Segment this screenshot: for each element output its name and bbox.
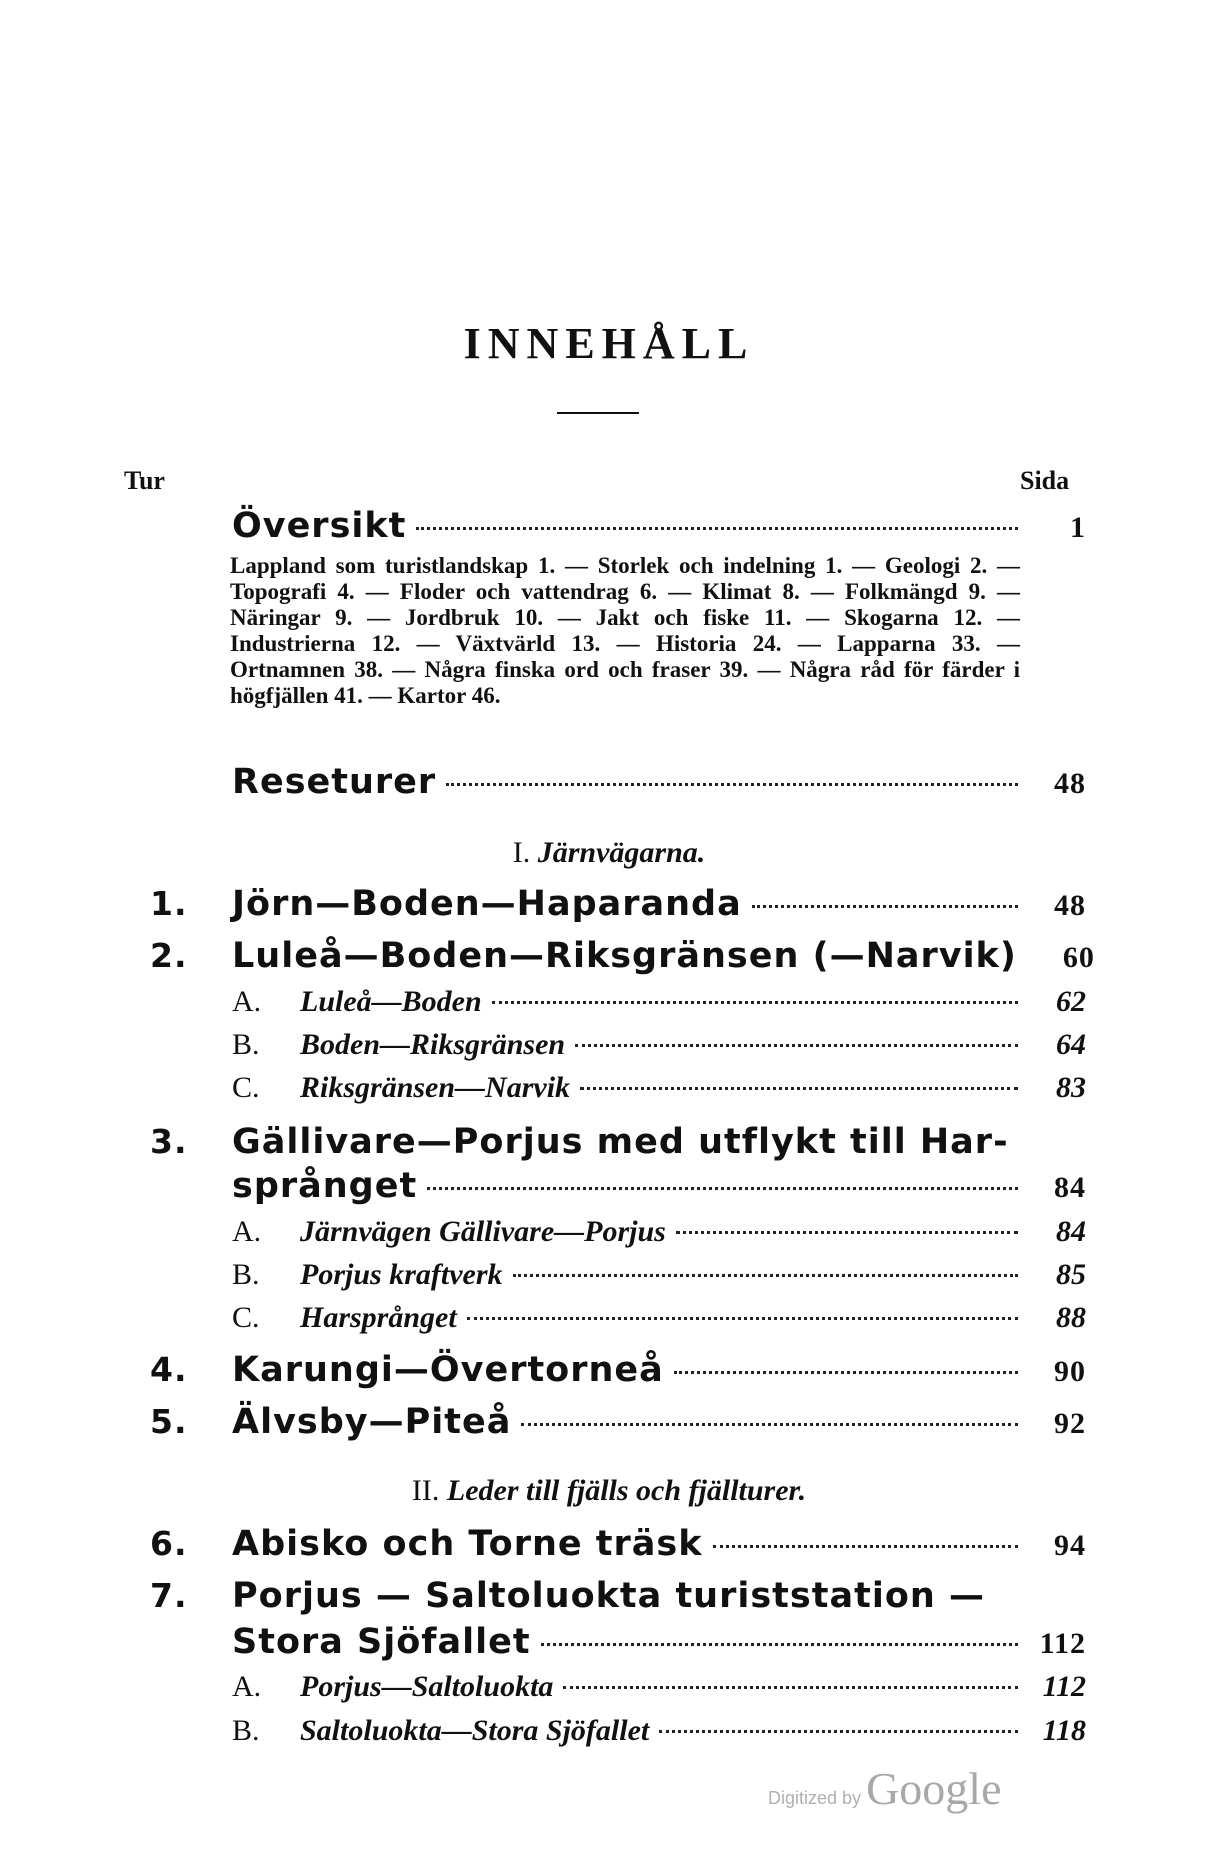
dot-leader — [416, 527, 1018, 530]
column-header-sida: Sida — [1020, 466, 1070, 495]
toc-subentry-3c[interactable]: C. Harsprånget 88 — [232, 1301, 1086, 1334]
toc-subentry-2b[interactable]: B. Boden—Riksgränsen 64 — [232, 1028, 1086, 1061]
toc-entry-2[interactable]: 2. Luleå—Boden—Riksgränsen (—Narvik) 60 — [150, 936, 1095, 976]
column-header-tur: Tur — [124, 466, 165, 495]
title-rule — [557, 412, 639, 414]
page-title: INNEHÅLL — [463, 319, 755, 368]
section-title: Leder till fjälls och fjällturer. — [446, 1474, 807, 1507]
dot-leader — [713, 1545, 1018, 1548]
toc-subentry-2c[interactable]: C. Riksgränsen—Narvik 83 — [232, 1071, 1086, 1104]
entry-page: 1 — [1070, 511, 1086, 544]
toc-entry-reseturer[interactable] — [150, 762, 1086, 802]
dot-leader — [752, 905, 1018, 908]
section-heading-2 — [0, 1474, 1218, 1508]
section-title: Järnvägarna. — [537, 836, 706, 869]
dot-leader — [492, 1001, 1018, 1004]
toc-entry-4[interactable]: 4. Karungi—Övertorneå 90 — [150, 1350, 1086, 1390]
toc-subentry-2a[interactable]: A. Luleå—Boden 62 — [232, 985, 1086, 1018]
entry-label: Översikt — [232, 506, 407, 546]
dot-leader — [674, 1371, 1018, 1374]
dot-leader — [575, 1044, 1018, 1047]
toc-entry-6[interactable]: 6. Abisko och Torne träsk 94 — [150, 1524, 1086, 1564]
dot-leader — [446, 783, 1018, 786]
watermark-prefix: Digitized by — [768, 1788, 862, 1808]
dot-leader — [580, 1087, 1018, 1090]
toc-subentry-3b[interactable]: B. Porjus kraftverk 85 — [232, 1258, 1086, 1291]
entry-label: Reseturer — [232, 762, 437, 802]
dot-leader — [541, 1643, 1018, 1646]
dot-leader — [676, 1231, 1018, 1234]
dot-leader — [467, 1317, 1018, 1320]
section-numeral: II. — [411, 1474, 440, 1507]
section-numeral: I. — [512, 836, 531, 869]
oversikt-summary: Lappland som turistlandskap 1. — Storlek och indelning 1. — Geologi 2. — Topografi 4. — Floder och vattendrag 6. — Klimat 8. — Folkmängd 9. — Näringar 9. — Jordbruk 10. — Jakt och fiske 11. — Skogarna 12. — Industrierna 12. — Växtvärld 13. — Historia 24. — Lapparna 33. — Ortnamnen 38. — Några finska ord och fraser 39. — Några råd för färder i högfjällen 41. — Kartor 46. — [230, 553, 1020, 708]
toc-entry-7-cont[interactable]: Stora Sjöfallet 112 — [232, 1622, 1086, 1662]
entry-page: 48 — [1054, 767, 1086, 800]
toc-subentry-7b[interactable]: B. Saltoluokta—Stora Sjöfallet 118 — [232, 1714, 1086, 1747]
dot-leader — [427, 1187, 1018, 1190]
toc-subentry-3a[interactable]: A. Järnvägen Gällivare—Porjus 84 — [232, 1215, 1086, 1248]
toc-entry-3-cont[interactable]: språnget 84 — [232, 1166, 1086, 1206]
dot-leader — [513, 1274, 1019, 1277]
toc-subentry-7a[interactable]: A. Porjus—Saltoluokta 112 — [232, 1670, 1086, 1703]
section-heading-1 — [0, 836, 1218, 870]
toc-entry-3[interactable]: 3. Gällivare—Porjus med utflykt till Har- — [150, 1122, 1009, 1162]
google-watermark — [768, 1762, 1001, 1815]
toc-entry-1[interactable]: 1. Jörn—Boden—Haparanda 48 — [150, 884, 1086, 924]
toc-entry-5[interactable]: 5. Älvsby—Piteå 92 — [150, 1402, 1086, 1442]
toc-entry-7[interactable]: 7. Porjus — Saltoluokta turiststation — — [150, 1576, 985, 1616]
google-logo: Google — [866, 1763, 1002, 1814]
dot-leader — [659, 1730, 1018, 1733]
dot-leader — [563, 1686, 1018, 1689]
dot-leader — [521, 1423, 1018, 1426]
toc-entry-oversikt[interactable] — [150, 506, 1086, 546]
